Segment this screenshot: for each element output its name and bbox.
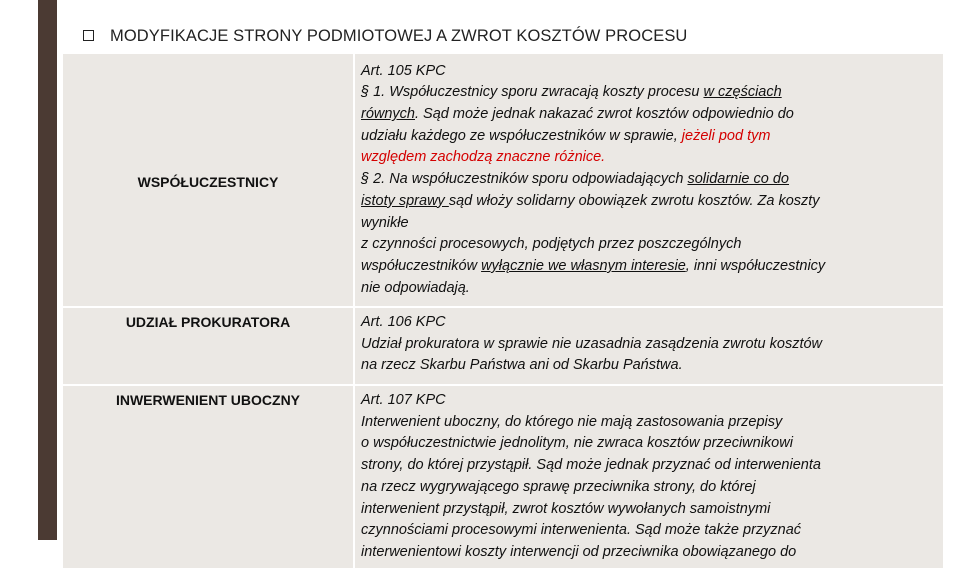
underlined-text: wyłącznie we własnym interesie [481, 257, 686, 274]
text-line: na rzecz Skarbu Państwa ani od Skarbu Państwa. [361, 357, 683, 374]
text-span: . Sąd może jednak nakazać zwrot kosztów odpowiednio do [415, 106, 794, 123]
text-span: § 2. Na współuczestników sporu odpowiadających [361, 171, 688, 188]
row-label: WSPÓŁUCZESTNICY [63, 54, 354, 307]
table-row [63, 54, 943, 307]
text-span: współuczestników [361, 257, 482, 274]
article-heading: Art. 107 KPC [361, 392, 446, 408]
underlined-text: równych [361, 106, 415, 123]
slide-title [83, 25, 687, 47]
text-span: § 1. Współuczestnicy sporu zwracają koszty procesu [361, 84, 704, 101]
article-text [354, 385, 943, 569]
checkbox-bullet-icon [83, 30, 94, 41]
text-line: Udział prokuratora w sprawie nie uzasadnia zasądzenia zwrotu kosztów [361, 335, 823, 352]
row-label: UDZIAŁ PROKURATORA [63, 307, 354, 385]
text-line: interwenient przystąpił, zwrot kosztów wywołanych samoistnymi [361, 500, 771, 517]
text-line: na rzecz wygrywającego sprawę przeciwnika strony, do której [361, 478, 756, 495]
text-span: udziału każdego ze współuczestników w sprawie, [361, 127, 682, 144]
highlighted-text: względem zachodzą znaczne różnice. [361, 149, 606, 166]
text-span: sąd włoży solidarny obowiązek zwrotu kosztów. Za koszty [448, 192, 820, 209]
underlined-text: solidarnie co do [687, 171, 790, 188]
article-heading: Art. 105 KPC [361, 62, 446, 79]
cost-rules-table [63, 54, 943, 570]
text-line: Interwenient uboczny, do którego nie mają zastosowania przepisy [361, 413, 783, 430]
article-text [354, 307, 943, 385]
slide-title-text: MODYFIKACJE STRONY PODMIOTOWEJ A ZWROT KOSZTÓW PROCESU [110, 26, 688, 45]
article-heading: Art. 106 KPC [361, 314, 446, 330]
text-line: interwenientowi koszty interwencji od przeciwnika obowiązanego do [361, 543, 797, 560]
text-span: , inni współuczestnicy [685, 257, 826, 274]
table-row [63, 385, 943, 569]
text-line: z czynności procesowych, podjętych przez poszczególnych [361, 236, 742, 253]
text-line: nie odpowiadają. [361, 279, 470, 296]
table-row [63, 307, 943, 385]
highlighted-text: jeżeli pod tym [681, 127, 771, 144]
row-label: INWERWENIENT UBOCZNY [63, 385, 354, 569]
article-text [354, 54, 943, 307]
text-line: wynikłe [361, 214, 409, 231]
underlined-text: istoty sprawy [361, 192, 449, 209]
text-line: czynnościami procesowymi interwenienta. Sąd może także przyznać [361, 522, 802, 539]
text-line: o współuczestnictwie jednolitym, nie zwraca kosztów przeciwnikowi [361, 435, 793, 452]
text-line: strony, do której przystąpił. Sąd może jednak przyznać od interwenienta [361, 457, 821, 474]
decorative-side-bar [38, 0, 57, 540]
underlined-text: w częściach [703, 84, 782, 101]
